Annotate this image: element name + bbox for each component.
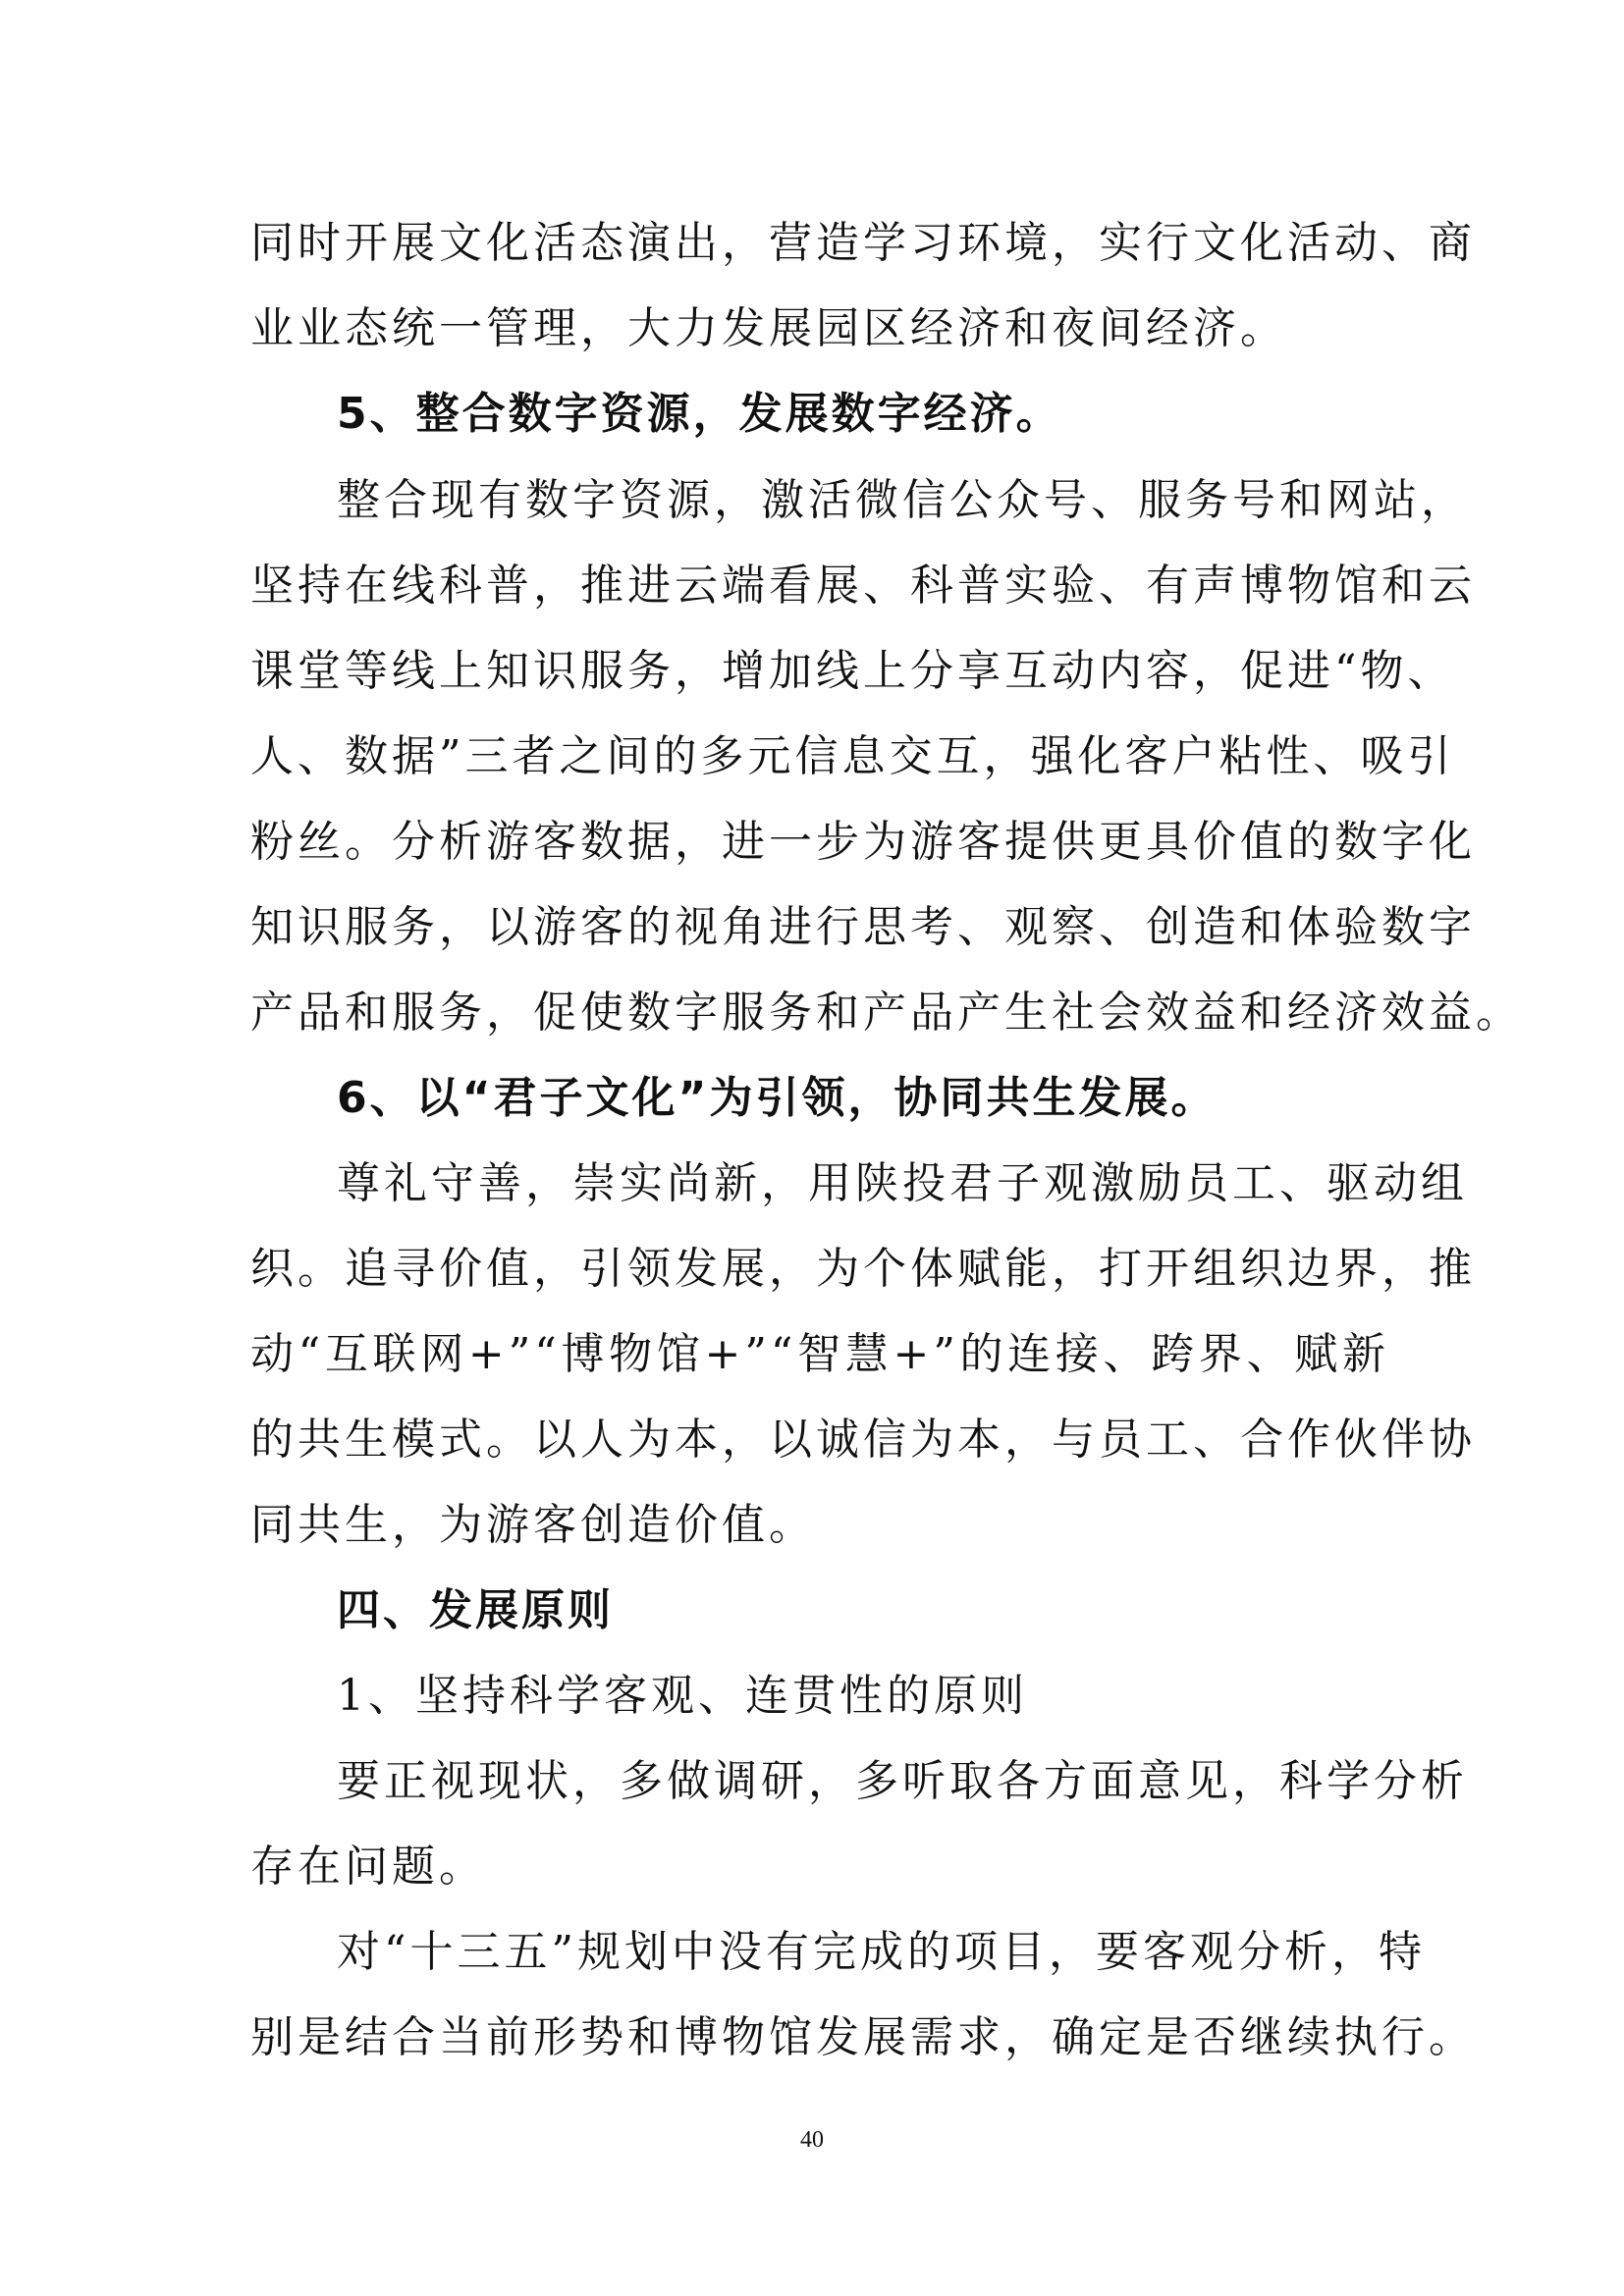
body-line: 同时开展文化活态演出，营造学习环境，实行文化活动、商 <box>250 218 1476 268</box>
chapter-heading: 四、发展原则 <box>337 1585 614 1635</box>
body-line: 业业态统一管理，大力发展园区经济和夜间经济。 <box>250 303 1287 353</box>
body-line: 粉丝。分析游客数据，进一步为游客提供更具价值的数字化 <box>250 817 1476 867</box>
section-heading: 6、以“君子文化”为引领，协同共生发展。 <box>337 1073 1218 1123</box>
section-heading: 5、整合数字资源，发展数字经济。 <box>337 389 1062 439</box>
body-line: 存在问题。 <box>250 1842 486 1892</box>
body-line: 坚持在线科普，推进云端看展、科普实验、有声博物馆和云 <box>250 561 1476 611</box>
body-line: 织。追寻价值，引领发展，为个体赋能，打开组织边界，推 <box>250 1244 1476 1294</box>
body-line: 产品和服务，促使数字服务和产品产生社会效益和经济效益。 <box>250 988 1523 1038</box>
body-line: 动“互联网+”“博物馆+”“智慧+”的连接、跨界、赋新 <box>250 1329 1389 1379</box>
body-line: 的共生模式。以人为本，以诚信为本，与员工、合作伙伴协 <box>250 1415 1476 1465</box>
body-line: 别是结合当前形势和博物馆发展需求，确定是否继续执行。 <box>250 2012 1476 2062</box>
body-line: 尊礼守善，崇实尚新，用陕投君子观激励员工、驱动组 <box>337 1158 1468 1208</box>
body-line: 要正视现状，多做调研，多听取各方面意见，科学分析 <box>337 1756 1468 1806</box>
subsection-heading: 1、坚持科学客观、连贯性的原则 <box>337 1671 1028 1721</box>
body-line: 课堂等线上知识服务，增加线上分享互动内容，促进“物、 <box>250 646 1455 696</box>
body-line: 同共生，为游客创造价值。 <box>250 1500 816 1550</box>
body-line: 对“十三五”规划中没有完成的项目，要客观分析，特 <box>337 1927 1426 1977</box>
body-line: 人、数据”三者之间的多元信息交互，强化客户粘性、吸引 <box>250 731 1455 781</box>
body-line: 知识服务，以游客的视角进行思考、观察、创造和体验数字 <box>250 902 1476 952</box>
page-number: 40 <box>800 2127 824 2153</box>
body-line: 整合现有数字资源，激活微信公众号、服务号和网站， <box>337 475 1468 525</box>
